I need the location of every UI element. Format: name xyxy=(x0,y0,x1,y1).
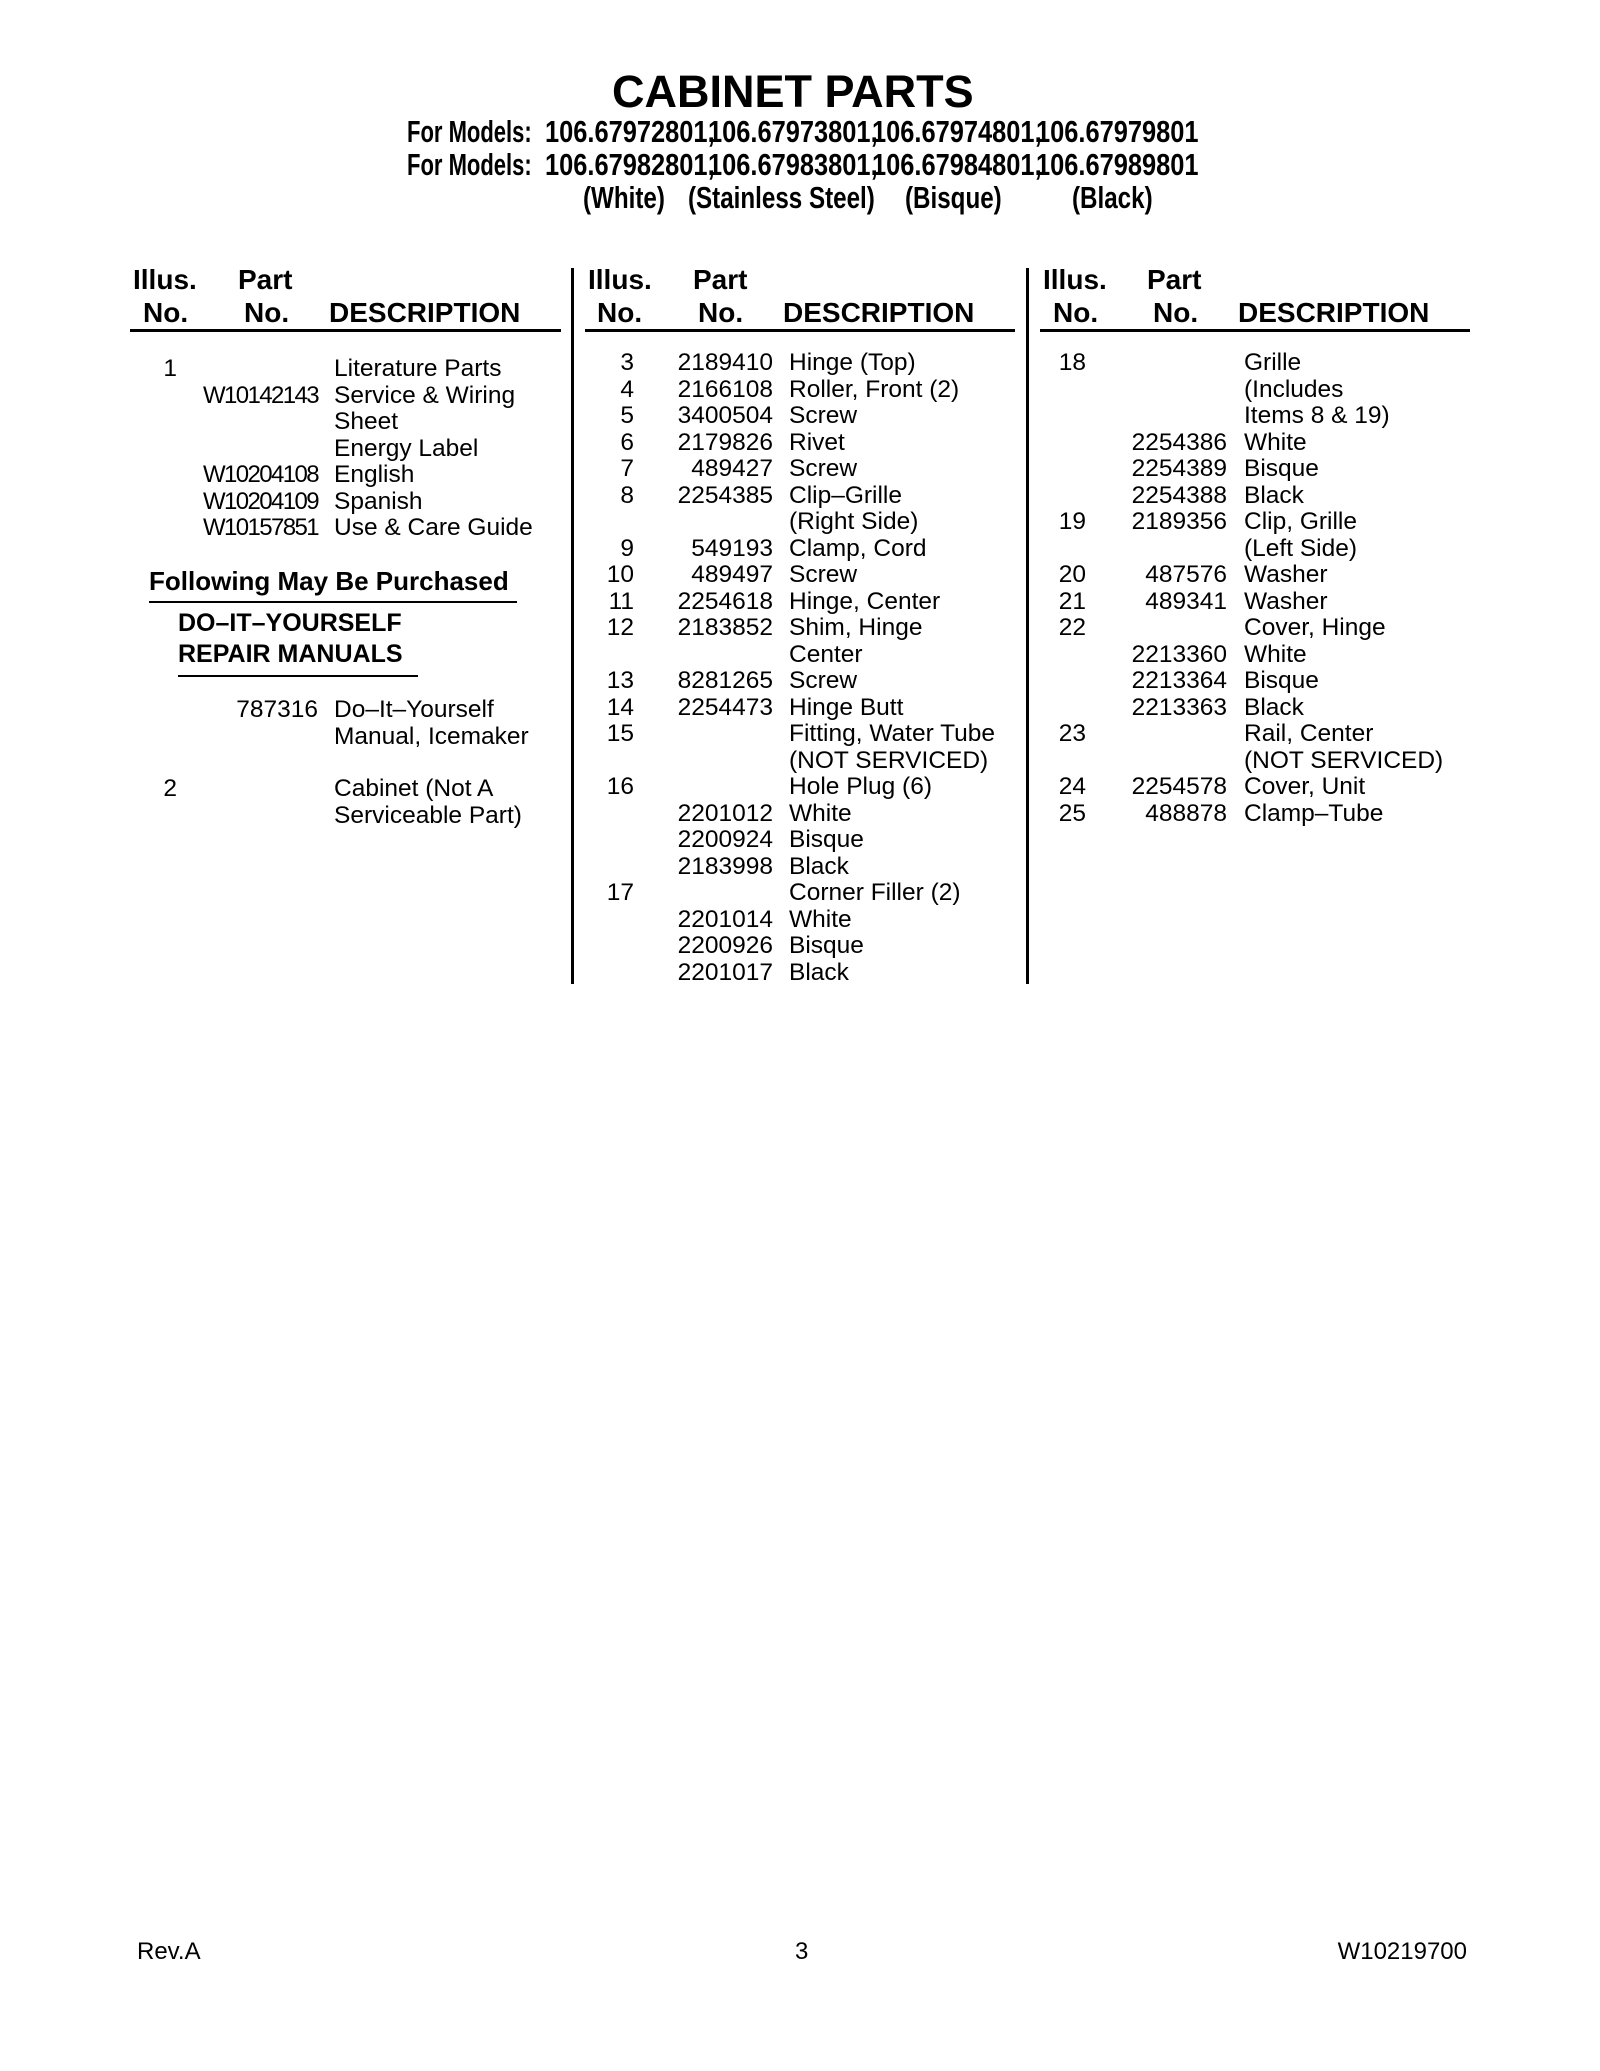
part-number xyxy=(1086,536,1227,563)
part-description: Clamp, Cord xyxy=(789,534,927,562)
part-description: Energy Label xyxy=(334,434,479,462)
header-illus: Illus. xyxy=(1043,264,1107,295)
part-description: (Left Side) xyxy=(1244,534,1358,562)
illus-number: 13 xyxy=(606,667,634,694)
illus-number xyxy=(585,827,634,854)
color-label: (Black) xyxy=(1072,180,1153,215)
part-description: Black xyxy=(1244,693,1304,721)
part-description: Rivet xyxy=(789,428,845,456)
illus-number: 2 xyxy=(163,775,177,802)
part-description: Bisque xyxy=(789,826,864,853)
part-description: Screw xyxy=(789,402,858,429)
part-number: 3400504 xyxy=(677,402,773,429)
part-row xyxy=(130,489,561,516)
header-illus-no: No. xyxy=(143,297,189,328)
part-number: 2254578 xyxy=(1131,773,1227,800)
part-row xyxy=(585,350,1015,377)
part-description: Screw xyxy=(789,667,858,694)
part-description: Washer xyxy=(1244,587,1328,615)
illus-number xyxy=(130,436,177,463)
part-number: 2200924 xyxy=(677,826,773,853)
illus-number xyxy=(130,515,177,542)
part-description: Do–It–Yourself xyxy=(334,696,494,723)
diy-heading-line: REPAIR MANUALS xyxy=(178,640,403,668)
right-column xyxy=(1040,350,1470,827)
part-number: 2254389 xyxy=(1131,455,1227,482)
part-row xyxy=(585,589,1015,616)
part-row xyxy=(130,383,561,410)
part-description: Hole Plug (6) xyxy=(789,773,932,800)
column-divider xyxy=(1026,268,1029,984)
color-label: (White) xyxy=(583,180,665,215)
header-illus: Illus. xyxy=(133,264,197,295)
illus-number: 6 xyxy=(620,428,634,456)
part-number: 2254388 xyxy=(1131,481,1227,509)
part-description: White xyxy=(789,799,852,827)
part-row xyxy=(1040,748,1470,775)
illus-number xyxy=(1040,668,1086,695)
part-row xyxy=(1040,642,1470,669)
part-number xyxy=(1086,403,1227,430)
part-row xyxy=(585,748,1015,775)
illus-number: 16 xyxy=(606,773,634,800)
part-description: Clip–Grille xyxy=(789,481,903,509)
header-illus-no: No. xyxy=(597,297,643,328)
left-column-literature xyxy=(130,356,561,542)
header-part-no: No. xyxy=(244,297,290,328)
part-number: 2166108 xyxy=(677,375,773,403)
part-description: Washer xyxy=(1244,561,1328,588)
part-row xyxy=(1040,350,1470,377)
part-number: 2213364 xyxy=(1131,667,1227,694)
part-row xyxy=(585,721,1015,748)
part-row xyxy=(1040,483,1470,510)
part-number: 2183852 xyxy=(677,614,773,641)
part-number: 487576 xyxy=(1145,561,1227,588)
illus-number xyxy=(130,409,177,436)
part-number: 2200926 xyxy=(677,932,773,959)
part-row xyxy=(585,695,1015,722)
part-number: 2179826 xyxy=(677,428,773,456)
models-label: For Models: xyxy=(407,114,532,149)
part-number: 2201017 xyxy=(677,958,773,986)
page-number: 3 xyxy=(795,1938,809,1965)
part-row xyxy=(130,356,561,383)
part-number xyxy=(634,642,773,669)
part-row xyxy=(130,409,561,436)
revision-label: Rev.A xyxy=(137,1938,201,1965)
part-number: 549193 xyxy=(691,534,773,562)
part-number: 2189356 xyxy=(1131,508,1227,535)
part-number xyxy=(634,748,773,775)
part-description: Items 8 & 19) xyxy=(1244,402,1390,429)
part-row xyxy=(130,724,561,751)
part-description: English xyxy=(334,461,415,488)
part-number: W10142143 xyxy=(202,381,318,409)
part-number: 2254385 xyxy=(677,481,773,509)
part-number xyxy=(634,880,773,907)
part-description: Cover, Hinge xyxy=(1244,614,1386,641)
illus-number xyxy=(585,509,634,536)
part-description: Fitting, Water Tube xyxy=(789,720,996,747)
part-description: Manual, Icemaker xyxy=(334,722,529,750)
illus-number: 7 xyxy=(620,455,634,482)
header-part: Part xyxy=(693,264,748,295)
part-row xyxy=(1040,774,1470,801)
part-number xyxy=(177,776,318,803)
part-description: Literature Parts xyxy=(334,355,502,382)
part-number xyxy=(177,803,318,830)
part-row xyxy=(1040,430,1470,457)
illus-number: 4 xyxy=(620,375,634,403)
part-row xyxy=(1040,721,1470,748)
part-description: (Includes xyxy=(1244,375,1344,403)
illus-number: 20 xyxy=(1058,561,1086,588)
part-row xyxy=(130,803,561,830)
model-number: 106.67974801, xyxy=(872,114,1042,149)
part-number: 2213363 xyxy=(1131,693,1227,721)
part-description: Grille xyxy=(1244,349,1302,376)
part-description: Clamp–Tube xyxy=(1244,799,1384,827)
part-number xyxy=(1086,615,1227,642)
illus-number xyxy=(585,960,634,987)
model-number: 106.67983801, xyxy=(708,147,878,182)
part-number: W10157851 xyxy=(202,514,318,541)
part-number: 489341 xyxy=(1145,587,1227,615)
part-number: 2254473 xyxy=(677,693,773,721)
part-description: Bisque xyxy=(1244,455,1319,482)
illus-number xyxy=(1040,456,1086,483)
header-rule xyxy=(1040,329,1470,332)
part-description: Spanish xyxy=(334,487,423,515)
illus-number: 9 xyxy=(620,534,634,562)
part-row xyxy=(585,774,1015,801)
part-row xyxy=(585,827,1015,854)
part-number xyxy=(177,724,318,751)
illus-number xyxy=(1040,377,1086,404)
part-number xyxy=(1086,721,1227,748)
part-row xyxy=(130,436,561,463)
part-row xyxy=(585,377,1015,404)
part-row xyxy=(585,615,1015,642)
part-row xyxy=(585,430,1015,457)
illus-number: 14 xyxy=(606,693,634,721)
part-row xyxy=(585,854,1015,881)
model-number: 106.67982801, xyxy=(545,147,715,182)
header-part-no: No. xyxy=(698,297,744,328)
illus-number: 3 xyxy=(620,349,634,376)
part-number: 488878 xyxy=(1145,799,1227,827)
illus-number: 24 xyxy=(1058,773,1086,800)
illus-number: 17 xyxy=(606,879,634,906)
part-description: White xyxy=(1244,640,1307,668)
part-row xyxy=(1040,536,1470,563)
part-row xyxy=(585,403,1015,430)
part-row xyxy=(1040,509,1470,536)
left-column-cabinet xyxy=(130,776,561,829)
part-row xyxy=(1040,403,1470,430)
part-description: Serviceable Part) xyxy=(334,801,522,829)
header-illus: Illus. xyxy=(588,264,652,295)
illus-number: 22 xyxy=(1058,614,1086,641)
part-description: Hinge (Top) xyxy=(789,349,916,376)
header-part: Part xyxy=(238,264,293,295)
part-description: Corner Filler (2) xyxy=(789,879,961,906)
part-row xyxy=(585,880,1015,907)
part-row xyxy=(585,933,1015,960)
illus-number xyxy=(1040,536,1086,563)
part-description: Shim, Hinge xyxy=(789,614,923,641)
part-description: (Right Side) xyxy=(789,508,919,535)
part-row xyxy=(1040,668,1470,695)
illus-number xyxy=(1040,403,1086,430)
part-number: 489497 xyxy=(691,561,773,588)
part-description: Black xyxy=(1244,481,1304,509)
header-illus-no: No. xyxy=(1053,297,1099,328)
part-description: Black xyxy=(789,958,849,986)
header-rule xyxy=(130,329,561,332)
illus-number: 1 xyxy=(163,355,177,382)
illus-number xyxy=(130,697,177,724)
part-number: 787316 xyxy=(236,696,318,723)
illus-number xyxy=(585,642,634,669)
header-part: Part xyxy=(1147,264,1202,295)
illus-number: 12 xyxy=(606,614,634,641)
model-number: 106.67973801, xyxy=(708,114,878,149)
diy-manuals-heading xyxy=(178,608,403,670)
part-number xyxy=(177,436,318,463)
part-number xyxy=(634,721,773,748)
part-row xyxy=(585,562,1015,589)
middle-column xyxy=(585,350,1015,986)
part-number xyxy=(634,509,773,536)
part-description: Clip, Grille xyxy=(1244,508,1357,535)
part-description: White xyxy=(789,905,852,933)
part-row xyxy=(585,907,1015,934)
illus-number xyxy=(130,383,177,410)
illus-number: 10 xyxy=(606,561,634,588)
part-row xyxy=(585,668,1015,695)
part-row xyxy=(585,483,1015,510)
illus-number xyxy=(585,907,634,934)
color-label: (Stainless Steel) xyxy=(688,180,875,215)
part-number xyxy=(177,356,318,383)
illus-number xyxy=(1040,430,1086,457)
part-description: Use & Care Guide xyxy=(334,514,533,541)
part-description: Center xyxy=(789,640,863,668)
illus-number: 19 xyxy=(1058,508,1086,535)
part-row xyxy=(1040,801,1470,828)
illus-number: 15 xyxy=(606,720,634,747)
part-row xyxy=(1040,562,1470,589)
header-description: DESCRIPTION xyxy=(329,297,521,328)
part-number xyxy=(1086,377,1227,404)
part-number: 2254386 xyxy=(1131,428,1227,456)
illus-number: 25 xyxy=(1058,799,1086,827)
part-row xyxy=(130,776,561,803)
page-title: CABINET PARTS xyxy=(612,66,974,117)
illus-number: 5 xyxy=(620,402,634,429)
part-description: Roller, Front (2) xyxy=(789,375,960,403)
part-row xyxy=(130,515,561,542)
header-part-no: No. xyxy=(1153,297,1199,328)
illus-number xyxy=(585,801,634,828)
illus-number: 11 xyxy=(608,587,634,615)
illus-number xyxy=(130,462,177,489)
part-number: W10204109 xyxy=(202,487,318,515)
models-label: For Models: xyxy=(407,147,532,182)
part-description: Cabinet (Not A xyxy=(334,775,494,802)
part-description: Service & Wiring xyxy=(334,381,516,409)
part-description: Sheet xyxy=(334,408,399,435)
part-row xyxy=(1040,695,1470,722)
model-number: 106.67972801, xyxy=(545,114,715,149)
part-description: Hinge Butt xyxy=(789,693,904,721)
part-description: White xyxy=(1244,428,1307,456)
header-description: DESCRIPTION xyxy=(1238,297,1430,328)
part-row xyxy=(130,462,561,489)
purchase-heading: Following May Be Purchased xyxy=(149,566,509,596)
illus-number xyxy=(1040,642,1086,669)
part-row xyxy=(585,536,1015,563)
part-row xyxy=(1040,589,1470,616)
part-number: 2201012 xyxy=(677,799,773,827)
part-number: 2254618 xyxy=(677,587,773,615)
part-row xyxy=(585,960,1015,987)
part-number: 2201014 xyxy=(677,905,773,933)
header-rule xyxy=(585,329,1015,332)
part-row xyxy=(585,642,1015,669)
diy-heading-line: DO–IT–YOURSELF xyxy=(178,609,402,637)
part-description: Hinge, Center xyxy=(789,587,941,615)
document-number: W10219700 xyxy=(1337,1938,1467,1965)
part-number xyxy=(1086,748,1227,775)
part-description: (NOT SERVICED) xyxy=(1244,746,1444,774)
purchase-heading-underline xyxy=(149,601,517,603)
illus-number: 21 xyxy=(1058,587,1086,615)
part-row xyxy=(130,697,561,724)
part-description: Bisque xyxy=(789,932,864,959)
part-number xyxy=(177,409,318,436)
part-number: 8281265 xyxy=(677,667,773,694)
part-row xyxy=(585,456,1015,483)
illus-number xyxy=(585,748,634,775)
part-number xyxy=(1086,350,1227,377)
illus-number xyxy=(130,489,177,516)
part-row xyxy=(1040,456,1470,483)
header-description: DESCRIPTION xyxy=(783,297,975,328)
part-description: (NOT SERVICED) xyxy=(789,746,989,774)
part-row xyxy=(1040,377,1470,404)
part-number: 2213360 xyxy=(1131,640,1227,668)
part-description: Rail, Center xyxy=(1244,720,1374,747)
illus-number xyxy=(1040,483,1086,510)
part-row xyxy=(585,801,1015,828)
color-label: (Bisque) xyxy=(905,180,1002,215)
part-number: 489427 xyxy=(691,455,773,482)
model-number: 106.67989801 xyxy=(1036,147,1199,182)
model-number: 106.67979801 xyxy=(1036,114,1199,149)
diy-heading-underline xyxy=(178,675,418,677)
illus-number: 23 xyxy=(1058,720,1086,747)
illus-number xyxy=(1040,748,1086,775)
column-divider xyxy=(571,268,574,984)
part-number: W10204108 xyxy=(202,461,318,488)
part-row xyxy=(585,509,1015,536)
part-number: 2189410 xyxy=(677,349,773,376)
part-description: Screw xyxy=(789,455,858,482)
illus-number xyxy=(130,724,177,751)
illus-number xyxy=(585,933,634,960)
illus-number xyxy=(130,803,177,830)
part-description: Screw xyxy=(789,561,858,588)
part-number: 2183998 xyxy=(677,852,773,880)
illus-number: 18 xyxy=(1058,349,1086,376)
part-row xyxy=(1040,615,1470,642)
illus-number xyxy=(585,854,634,881)
illus-number: 8 xyxy=(620,481,634,509)
part-description: Black xyxy=(789,852,849,880)
model-number: 106.67984801, xyxy=(872,147,1042,182)
illus-number xyxy=(1040,695,1086,722)
part-description: Cover, Unit xyxy=(1244,773,1366,800)
part-description: Bisque xyxy=(1244,667,1319,694)
left-column-manuals xyxy=(130,697,561,750)
part-number xyxy=(634,774,773,801)
